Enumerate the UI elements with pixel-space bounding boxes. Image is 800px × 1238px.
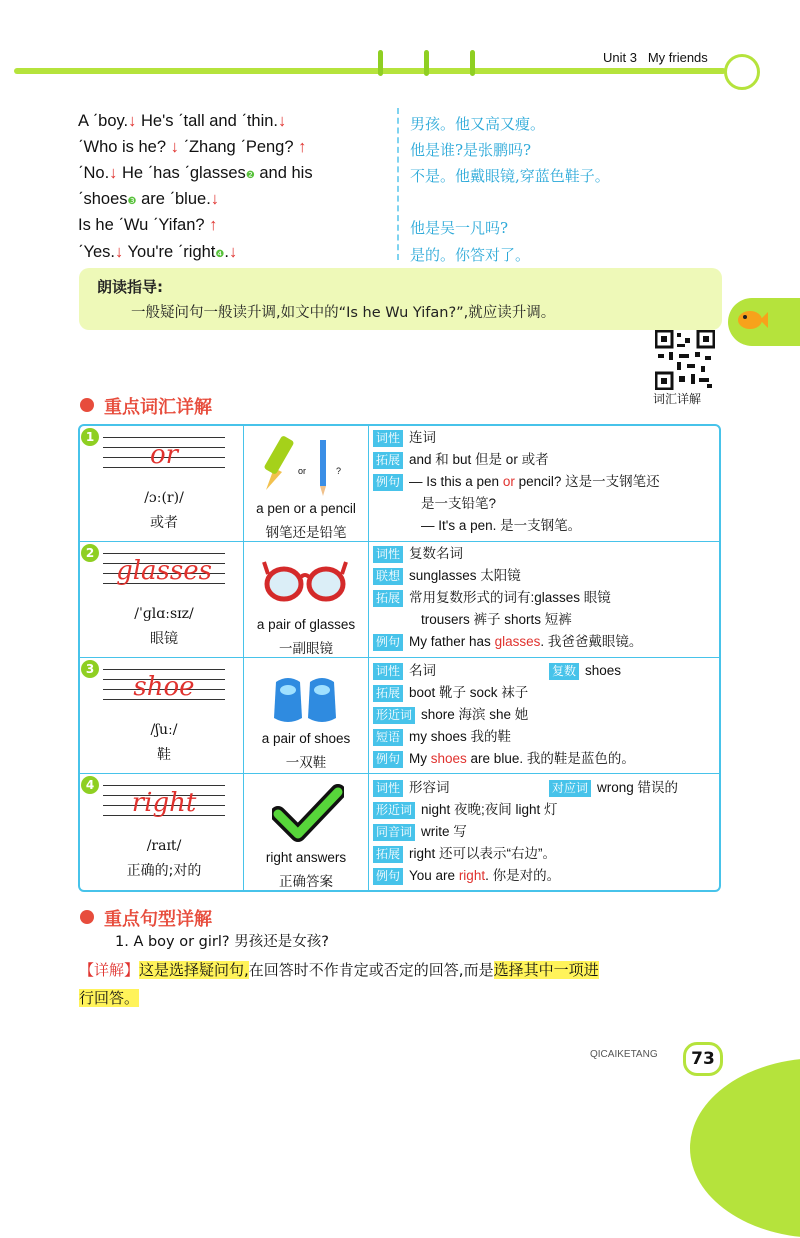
dialogue-cn-5: 他是吴一凡吗? bbox=[410, 219, 509, 237]
dialogue-divider bbox=[397, 108, 399, 260]
detail-text: wrong 错误的 bbox=[597, 780, 679, 795]
vocab-word: shoe bbox=[133, 672, 195, 702]
detail-line bbox=[373, 799, 718, 821]
explain-highlight: 行回答。 bbox=[79, 989, 140, 1007]
vocab-number: 4 bbox=[81, 776, 99, 794]
vocab-meaning: 鞋 bbox=[157, 747, 171, 763]
vocab-number: 1 bbox=[81, 428, 99, 446]
detail-line bbox=[373, 543, 718, 565]
explain-text: 在回答时不作肯定或否定的回答,而是 bbox=[248, 961, 494, 979]
picture-caption-cn: 一副眼镜 bbox=[279, 641, 333, 656]
detail-tag: 拓展 bbox=[373, 685, 403, 702]
detail-text: write 写 bbox=[421, 824, 467, 839]
detail-line bbox=[373, 609, 718, 631]
vocab-number: 2 bbox=[81, 544, 99, 562]
detail-tag: 形近词 bbox=[373, 802, 415, 819]
detail-tag: 词性 bbox=[373, 546, 403, 563]
detail-text: trousers 裤子 shorts 短裤 bbox=[421, 612, 572, 627]
mascot-icon bbox=[724, 54, 760, 90]
detail-text: 是一支铅笔? bbox=[421, 496, 497, 511]
detail-line bbox=[373, 660, 718, 682]
picture-caption-cn: 钢笔还是铅笔 bbox=[265, 525, 347, 540]
table-divider bbox=[368, 425, 369, 891]
vocab-ipa: /ɔː(r)/ bbox=[144, 490, 184, 506]
vocab-word: right bbox=[131, 788, 197, 818]
detail-tag: 形近词 bbox=[373, 707, 415, 724]
footer-brand: QICAIKETANG bbox=[590, 1049, 658, 1060]
dialogue-cn-6: 是的。你答对了。 bbox=[410, 246, 531, 264]
glasses-icon bbox=[262, 554, 348, 610]
reading-guide-body: 一般疑问句一般读升调,如文中的“Is he Wu Yifan?”,就应读升调。 bbox=[131, 305, 556, 321]
qr-caption: 词汇详解 bbox=[653, 392, 702, 406]
picture-caption-cn: 一双鞋 bbox=[285, 755, 327, 770]
detail-text: boot 靴子 sock 袜子 bbox=[409, 685, 529, 700]
corner-decoration bbox=[690, 1058, 800, 1238]
detail-text: 连词 bbox=[409, 430, 437, 445]
detail-text: — It's a pen. 是一支钢笔。 bbox=[421, 518, 582, 533]
detail-text: 常用复数形式的词有:glasses 眼镜 bbox=[409, 590, 611, 605]
table-divider bbox=[243, 425, 244, 891]
dialogue-en-4: ˊshoes❸ are ˊblue.↓ bbox=[78, 190, 220, 208]
detail-text: My shoes are blue. 我的鞋是蓝色的。 bbox=[409, 751, 635, 766]
svg-text:or: or bbox=[298, 466, 307, 476]
dialogue-cn-3: 不是。他戴眼镜,穿蓝色鞋子。 bbox=[410, 167, 610, 185]
vocab-details bbox=[373, 777, 718, 887]
table-row-divider bbox=[79, 773, 720, 774]
vocab-details bbox=[373, 543, 718, 653]
dialogue-en-1: A ˊboy.↓ He's ˊtall and ˊthin.↓ bbox=[78, 112, 287, 130]
dialogue-en-6: ˊYes.↓ You're ˊright❹.↓ bbox=[78, 243, 238, 261]
detail-line bbox=[373, 777, 718, 799]
detail-line bbox=[373, 704, 718, 726]
detail-text: sunglasses 太阳镜 bbox=[409, 568, 521, 583]
detail-text: night 夜晚;夜间 light 灯 bbox=[421, 802, 558, 817]
detail-line bbox=[373, 493, 718, 515]
table-row-divider bbox=[79, 541, 720, 542]
sentence-item: 1. A boy or girl? 男孩还是女孩? bbox=[115, 934, 329, 950]
detail-line bbox=[373, 821, 718, 843]
detail-text: — Is this a pen or pencil? 这是一支钢笔还 bbox=[409, 474, 660, 489]
detail-line bbox=[373, 682, 718, 704]
detail-text: shore 海滨 she 她 bbox=[421, 707, 529, 722]
section-title-sentence: 重点句型详解 bbox=[104, 909, 212, 930]
unit-title bbox=[603, 50, 708, 65]
vocab-details bbox=[373, 427, 718, 537]
detail-line bbox=[373, 565, 718, 587]
detail-text: 形容词 bbox=[409, 780, 450, 795]
detail-tag: 拓展 bbox=[373, 590, 403, 607]
detail-line bbox=[373, 449, 718, 471]
qr-code-icon[interactable] bbox=[655, 330, 715, 390]
dialogue-cn-2: 他是谁?是张鹏吗? bbox=[410, 141, 532, 159]
picture-caption-en: a pair of shoes bbox=[261, 731, 351, 746]
detail-line bbox=[373, 515, 718, 537]
vocab-number: 3 bbox=[81, 660, 99, 678]
dialogue-en-2: ˊWho is he? ↓ ˊZhang ˊPeng? ↑ bbox=[78, 138, 307, 156]
detail-tag: 同音词 bbox=[373, 824, 415, 841]
dialogue-en-3: ˊNo.↓ He ˊhas ˊglasses❷ and his bbox=[78, 164, 313, 182]
section-bullet-icon bbox=[80, 398, 94, 412]
vocab-ipa: /ʃuː/ bbox=[150, 722, 178, 738]
detail-line bbox=[373, 587, 718, 609]
section-bullet-icon bbox=[80, 910, 94, 924]
page-number: 73 bbox=[683, 1042, 723, 1076]
unit-name: My friends bbox=[647, 50, 708, 65]
detail-line bbox=[373, 748, 718, 770]
detail-tag: 例句 bbox=[373, 474, 403, 491]
detail-line bbox=[373, 726, 718, 748]
picture-caption-en: a pair of glasses bbox=[256, 617, 356, 632]
detail-line bbox=[373, 427, 718, 449]
vocab-word: glasses bbox=[116, 556, 212, 586]
vocab-meaning: 眼镜 bbox=[150, 631, 178, 647]
detail-line bbox=[373, 843, 718, 865]
picture-caption-en: a pen or a pencil bbox=[256, 501, 356, 516]
dialogue-en-5: Is he ˊWu ˊYifan? ↑ bbox=[78, 216, 218, 234]
detail-line bbox=[373, 471, 718, 493]
pen-pencil-icon bbox=[258, 430, 348, 498]
detail-extra bbox=[549, 777, 678, 799]
detail-tag: 词性 bbox=[373, 663, 403, 680]
detail-text: My father has glasses. 我爸爸戴眼镜。 bbox=[409, 634, 643, 649]
detail-tag: 例句 bbox=[373, 868, 403, 885]
picture-caption-cn: 正确答案 bbox=[279, 874, 333, 889]
detail-extra bbox=[549, 660, 621, 682]
header-bar bbox=[14, 68, 726, 74]
detail-text: 复数名词 bbox=[409, 546, 464, 561]
detail-tag: 例句 bbox=[373, 634, 403, 651]
detail-tag: 复数 bbox=[549, 663, 579, 680]
binder-clip bbox=[424, 50, 429, 76]
detail-text: and 和 but 但是 or 或者 bbox=[409, 452, 549, 467]
shoes-icon bbox=[270, 668, 342, 728]
detail-text: 名词 bbox=[409, 663, 437, 678]
detail-tag: 对应词 bbox=[549, 780, 591, 797]
explain-highlight: 这是选择疑问句, bbox=[139, 961, 249, 979]
vocab-word: or bbox=[149, 440, 179, 470]
dialogue-cn-1: 男孩。他又高又瘦。 bbox=[410, 115, 546, 133]
detail-tag: 词性 bbox=[373, 430, 403, 447]
detail-text: shoes bbox=[585, 663, 622, 678]
reading-guide-title: 朗读指导: bbox=[97, 278, 163, 296]
detail-tag: 拓展 bbox=[373, 846, 403, 863]
svg-text:?: ? bbox=[336, 466, 342, 476]
picture-caption-en: right answers bbox=[265, 850, 347, 865]
unit-label: Unit 3 bbox=[603, 50, 637, 65]
detail-tag: 例句 bbox=[373, 751, 403, 768]
detail-tag: 联想 bbox=[373, 568, 403, 585]
detail-tag: 拓展 bbox=[373, 452, 403, 469]
binder-clip bbox=[378, 50, 383, 76]
detail-text: my shoes 我的鞋 bbox=[409, 729, 512, 744]
detail-text: You are right. 你是对的。 bbox=[409, 868, 561, 883]
table-row-divider bbox=[79, 657, 720, 658]
binder-clip bbox=[470, 50, 475, 76]
vocab-ipa: /raɪt/ bbox=[146, 838, 182, 854]
detail-line bbox=[373, 865, 718, 887]
checkmark-icon bbox=[272, 784, 344, 842]
explain-highlight: 选择其中一项进 bbox=[493, 961, 599, 979]
sentence-explanation bbox=[79, 956, 724, 1012]
detail-text: right 还可以表示“右边”。 bbox=[409, 846, 557, 861]
detail-line bbox=[373, 631, 718, 653]
fish-icon bbox=[736, 305, 768, 335]
vocab-details bbox=[373, 660, 718, 770]
vocab-ipa: /ˈɡlɑːsɪz/ bbox=[134, 606, 194, 622]
vocab-meaning: 正确的;对的 bbox=[126, 863, 202, 879]
detail-tag: 词性 bbox=[373, 780, 403, 797]
detail-tag: 短语 bbox=[373, 729, 403, 746]
section-title-vocab: 重点词汇详解 bbox=[104, 397, 212, 418]
explain-tag: 【详解】 bbox=[79, 961, 140, 979]
vocab-meaning: 或者 bbox=[150, 515, 178, 531]
